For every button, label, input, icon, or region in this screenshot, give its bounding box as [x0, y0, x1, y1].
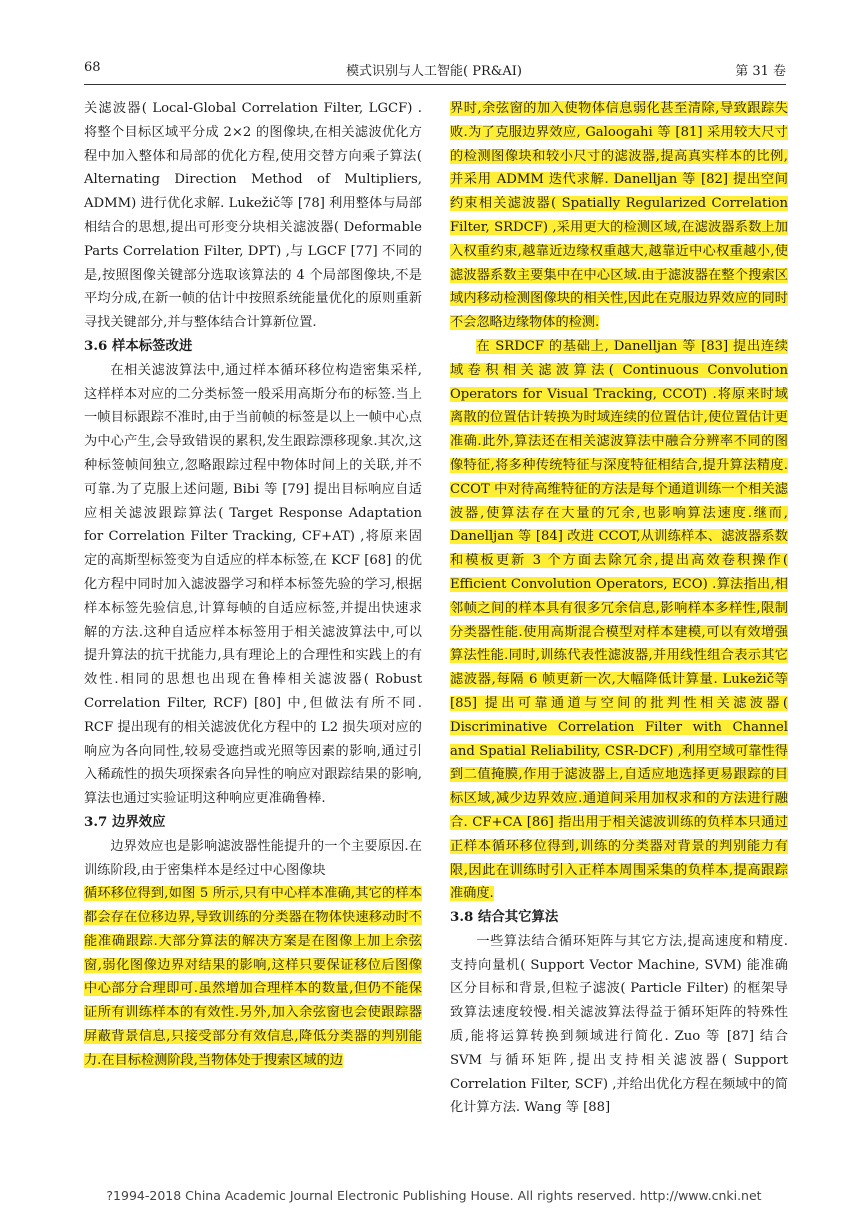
- volume-label: 第 31 卷: [735, 64, 786, 79]
- highlighted-text: 循环移位得到,如图 5 所示,只有中心样本准确,其它的样本都会存在位移边界,导致训练的分类器在物体快速移动时不能准确跟踪.大部分算法的解决方案是在图像上加上余弦窗,弱化图像边界对结果的影响,这样只要保证移位后图像中心部分合理即可.虽然增加合理样本的数量,但仍不能保证所有训练样本的有效性.另外,加入余弦窗也会使跟踪器屏蔽背景信息,只接受部分有效信息,降低分类器的判别能力.在目标检测阶段,当物体处于搜索区域的边: [84, 886, 422, 1068]
- left-paragraph: 边界效应也是影响滤波器性能提升的一个主要原因.在训练阶段,由于密集样本是经过中心图像块: [84, 838, 422, 878]
- left-paragraph: 在相关滤波算法中,通过样本循环移位构造密集采样,这样样本对应的二分类标签一般采用高斯分布的标签.当上一帧目标跟踪不准时,由于当前帧的标签是以上一帧中心点为中心产生,会导致错误的累积,发生跟踪漂移现象.其次,这种标签帧间独立,忽略跟踪过程中物体时间上的关联,并不可靠.为了克服上述问题, Bibi 等 [79] 提出目标响应自适应相关滤波跟踪算法( Target Response Adaptation for Correlation Filter Tracking, CF+AT) ,将原来固定的高斯型标签变为自适应的样本标签,在 KCF [68] 的优化方程中同时加入滤波器学习和样本标签先验的学习,根据样本标签先验信息,计算每帧的自适应标签,并提出快速求解的方法.这种自适应样本标签用于相关滤波算法中,可以提升算法的抗干扰能力,具有理论上的合理性和实践上的有效性.相同的思想也出现在鲁棒相关滤波器( Robust Correlation Filter, RCF) [80] 中,但做法有所不同. RCF 提出现有的相关滤波优化方程中的 L2 损失项对应的响应为各向同性,较易受遮挡或光照等因素的影响,通过引入稀疏性的损失项探索各向异性的响应对跟踪结果的影响,算法也通过实验证明这种响应更准确鲁棒.: [84, 362, 422, 807]
- journal-title: 模式识别与人工智能( PR&AI): [346, 64, 522, 79]
- header-rule: [84, 84, 786, 85]
- highlighted-text: 界时,余弦窗的加入使物体信息弱化甚至清除,导致跟踪失败.为了克服边界效应, Galoogahi 等 [81] 采用较大尺寸的检测图像块和较小尺寸的滤波器,提高真实样本的比例,并采用 ADMM 迭代求解. Danelljan 等 [82] 提出空间约束相关滤波器( Spatially Regularized Correlation Filter, SRDCF) ,采用更大的检测区域,在滤波器系数上加入权重约束,越靠近边缘权重越大,越靠近中心权重越小,使滤波器系数主要集中在中心区域.由于滤波器在整个搜索区域内移动检测图像块的相关性,因此在克服边界效应的同时不会忽略边缘物体的检测.: [450, 101, 788, 331]
- right-column: [450, 97, 788, 1120]
- right-paragraph: 一些算法结合循环矩阵与其它方法,提高速度和精度.支持向量机( Support Vector Machine, SVM) 能准确区分目标和背景,但粒子滤波( Particle Filter) 的框架导致算法速度较慢.相关滤波算法得益于循环矩阵的特殊性质,能将运算转换到频域进行简化. Zuo 等 [87] 结合 SVM 与循环矩阵,提出支持相关滤波器( Support Correlation Filter, SCF) ,并给出优化方程在频域中的简化计算方法. Wang 等 [88]: [450, 933, 788, 1116]
- right-paragraph: [450, 97, 788, 335]
- highlighted-text: 在 SRDCF 的基础上, Danelljan 等 [83] 提出连续域卷积相关滤波算法( Continuous Convolution Operators for Visual Tracking, CCOT) .将原来时域离散的位置估计转换为时域连续的位置估计,使位置估计更准确.此外,算法还在相关滤波算法中融合分辨率不同的图像特征,将多种传统特征与深度特征相结合,提升算法精度. CCOT 中对待高维特征的方法是每个通道训练一个相关滤波器,使算法存在大量的冗余,也影响算法速度.继而, Danelljan 等 [84] 改进 CCOT,从训练样本、滤波器系数和模板更新 3 个方面去除冗余,提出高效卷积操作( Efficient Convolution Operators, ECO) .算法指出,相邻帧之间的样本具有很多冗余信息,影响样本多样性,限制分类器性能.使用高斯混合模型对样本建模,可以有效增强算法性能.同时,训练代表性滤波器,并用线性组合表示其它滤波器,每隔 6 帧更新一次,大幅降低计算量. Lukežič等 [85] 提出可靠通道与空间的批判性相关滤波器( Discriminative Correlation Filter with Channel and Spatial Reliability, CSR-DCF) ,利用空域可靠性得到二值掩膜,作用于滤波器上,自适应地选择更易跟踪的目标区域,减少边界效应.通道间采用加权求和的方法进行融合. CF+CA [86] 指出用于相关滤波训练的负样本只通过正样本循环移位得到,训练的分类器对背景的判别能力有限,因此在训练时引入正样本周围采集的负样本,提高跟踪准确度.: [450, 338, 788, 902]
- left-paragraph: [84, 882, 422, 1072]
- page-number: 68: [84, 60, 101, 75]
- copyright-footer: ?1994-2018 China Academic Journal Electronic Publishing House. All rights reserved. http://www.cnki.net: [106, 1188, 762, 1203]
- left-paragraph: 关滤波器( Local-Global Correlation Filter, LGCF) .将整个目标区域平分成 2×2 的图像块,在相关滤波优化方程中加入整体和局部的优化方程,使用交替方向乘子算法( Alternating Direction Method of Multipliers, ADMM) 进行优化求解. Lukežič等 [78] 利用整体与局部相结合的思想,提出可形变分块相关滤波器( Deformable Parts Correlation Filter, DPT) ,与 LGCF [77] 不同的是,按照图像关键部分选取该算法的 4 个局部图像块,不是平均分成,在新一帧的估计中按照系统能量优化的原则重新寻找关键部分,并与整体结合计算新位置.: [84, 101, 422, 331]
- right-paragraph: [450, 335, 788, 906]
- left-section-heading: 3.6 样本标签改进: [84, 337, 193, 354]
- right-section-heading: 3.8 结合其它算法: [450, 909, 559, 926]
- left-column: [84, 97, 422, 1073]
- left-section-heading: 3.7 边界效应: [84, 813, 166, 830]
